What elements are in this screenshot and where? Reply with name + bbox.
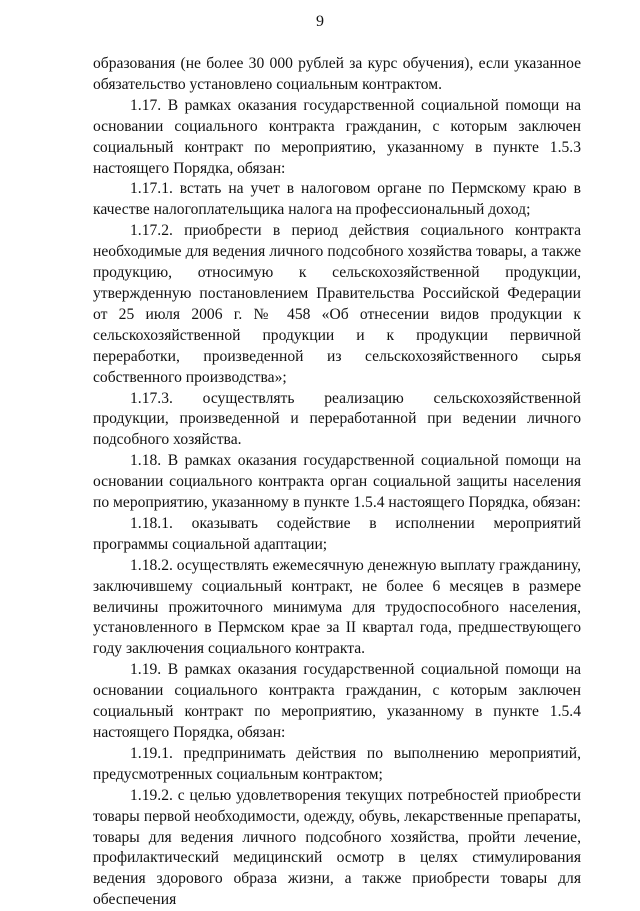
paragraph-1-18: 1.18. В рамках оказания государственной социальной помощи на основании социального контракта орган социальной защиты населения по мероприятию, указанному в пункте 1.5.4 настоящего Порядка, обязан: — [93, 452, 581, 512]
paragraph-1-19-2: 1.19.2. с целью удовлетворения текущих потребностей приобрести товары первой необходимости, одежду, обувь, лекарственные препараты, товары для ведения личного подсобного хозяйства, пройти лечение, профилактический медицинский осмотр в целях стимулирования ведения здорового образа жизни, а также приобрести товары для обеспечения — [93, 786, 581, 909]
paragraph-1-18-1: 1.18.1. оказывать содействие в исполнении мероприятий программы социальной адаптации; — [93, 514, 581, 553]
paragraph-1-19-1: 1.19.1. предпринимать действия по выполнению мероприятий, предусмотренных социальным контрактом; — [93, 744, 581, 783]
paragraph-1-17-2: 1.17.2. приобрести в период действия социального контракта необходимые для ведения личного подсобного хозяйства товары, а также продукцию, относимую к сельскохозяйственной продукции, утвержденную постановлением Правительства Российской Федерации от 25 июля 2006 г. № 458 «Об отнесении видов продукции к сельскохозяйственной продукции и к продукции первичной переработки, произведенной из сельскохозяйственного сырья собственного производства»; — [93, 222, 581, 386]
page-number: 9 — [316, 13, 324, 30]
paragraph-1-17: 1.17. В рамках оказания государственной социальной помощи на основании социального контракта гражданин, с которым заключен социальный контракт по мероприятию, указанному в пункте 1.5.3 настоящего Порядка, обязан: — [93, 96, 581, 177]
paragraph-1-18-2: 1.18.2. осуществлять ежемесячную денежную выплату гражданину, заключившему социальный контракт, не более 6 месяцев в размере величины прожиточного минимума для трудоспособного населения, установленного в Пермском крае за II квартал года, предшествующего году заключения социального контракта. — [93, 556, 581, 658]
paragraph-1-17-3: 1.17.3. осуществлять реализацию сельскохозяйственной продукции, произведенной и переработанной при ведении личного подсобного хозяйства. — [93, 389, 581, 449]
paragraph-1-17-1: 1.17.1. встать на учет в налоговом органе по Пермскому краю в качестве налогоплательщика налога на профессиональный доход; — [93, 180, 581, 219]
document-body — [93, 54, 581, 911]
paragraph-1-19: 1.19. В рамках оказания государственной социальной помощи на основании социального контракта гражданин, с которым заключен социальный контракт по мероприятию, указанному в пункте 1.5.4 настоящего Порядка, обязан: — [93, 661, 581, 741]
paragraph-continuation-1-16: образования (не более 30 000 рублей за курс обучения), если указанное обязательство установлено социальным контрактом. — [93, 55, 581, 93]
